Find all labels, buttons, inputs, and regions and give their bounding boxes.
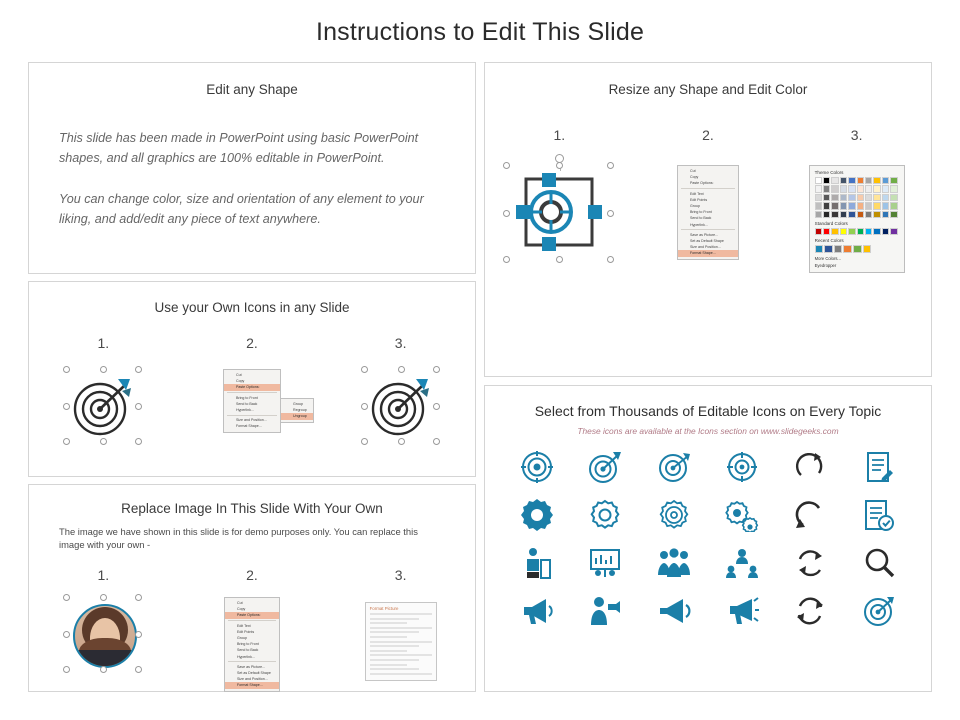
resize-handle-middle-right[interactable] — [135, 403, 142, 410]
icon-cell[interactable] — [588, 498, 622, 532]
menu-separator-2 — [228, 661, 276, 662]
shape-with-handles — [506, 165, 612, 261]
icon-cell[interactable] — [520, 450, 554, 484]
icon-cell[interactable] — [657, 498, 691, 532]
target-arrow-icon — [66, 369, 140, 443]
megaphone-icon — [520, 596, 554, 626]
menu-item-edit-text[interactable]: Edit Text — [236, 623, 251, 628]
resize-handle-top-center[interactable] — [100, 594, 107, 601]
edit-shape-paragraph-1: This slide has been made in PowerPoint using basic PowerPoint shapes, and all graphics are 100% editable in PowerPoint. — [59, 131, 419, 165]
icon-cell[interactable] — [725, 450, 759, 484]
theme-color-row-tint-1[interactable] — [815, 185, 899, 192]
color-picker-standard-label: Standard Colors — [814, 220, 848, 226]
submenu-item-group[interactable]: Group — [292, 402, 303, 406]
standard-color-row[interactable] — [815, 228, 899, 235]
resize-handle-middle-right[interactable] — [135, 631, 142, 638]
icon-library-grid — [503, 450, 913, 628]
menu-separator-2 — [681, 229, 735, 230]
menu-item-format-shape[interactable]: Format Shape... — [225, 682, 279, 688]
resize-handle-bottom-right[interactable] — [135, 438, 142, 445]
menu-item-send-to-back[interactable]: Send to Back — [689, 216, 712, 221]
shape-context-menu[interactable] — [677, 165, 739, 260]
icon-cell[interactable] — [657, 450, 691, 484]
recent-color-row[interactable] — [815, 245, 899, 252]
resize-handle-top-right[interactable] — [607, 162, 614, 169]
replace-illustration-format-pane — [326, 597, 475, 681]
resize-handle-top-right[interactable] — [433, 366, 440, 373]
menu-item-bring-to-front[interactable]: Bring to Front — [236, 642, 259, 647]
resize-step-number-1: 1. — [553, 127, 566, 143]
portrait-with-handles — [66, 597, 140, 671]
pane-row — [370, 622, 407, 624]
gears-multiple-icon — [724, 498, 760, 532]
icon-cell[interactable] — [520, 498, 554, 532]
pane-row — [370, 641, 432, 643]
icon-cell[interactable] — [657, 596, 691, 626]
format-picture-pane[interactable] — [365, 602, 437, 681]
icon-cell[interactable] — [864, 450, 894, 484]
own-icons-illustration-context-menu — [178, 369, 327, 433]
menu-item-cut[interactable]: Cut — [689, 169, 696, 173]
person-podium-icon — [521, 546, 553, 580]
resize-handle-bottom-left[interactable] — [63, 438, 70, 445]
theme-color-row-tint-2[interactable] — [815, 194, 899, 201]
menu-item-edit-points[interactable]: Edit Points — [689, 197, 708, 202]
menu-item-edit-points[interactable]: Edit Points — [236, 629, 255, 634]
magnifier-icon — [863, 547, 895, 579]
panel-title-edit-shape: Edit any Shape — [206, 82, 298, 97]
demo-portrait-image — [73, 604, 137, 668]
menu-item-copy[interactable]: Copy — [235, 379, 245, 384]
menu-item-paste-options[interactable]: Paste Options: — [225, 612, 279, 618]
pane-row — [370, 659, 420, 661]
resize-illustration-context-menu — [634, 165, 783, 260]
icon-cell[interactable] — [794, 548, 826, 578]
submenu-item-regroup[interactable]: Regroup — [292, 408, 307, 413]
menu-item-send-to-back[interactable]: Send to Back — [236, 648, 259, 653]
resize-handle-middle-right[interactable] — [433, 403, 440, 410]
team-network-icon — [725, 547, 759, 579]
theme-color-row-shade[interactable] — [815, 211, 899, 218]
resize-handle-bottom-right[interactable] — [433, 438, 440, 445]
icon-cell[interactable] — [863, 498, 895, 532]
menu-item-size-and-position[interactable]: Size and Position... — [689, 245, 721, 250]
panel-use-own-icons — [28, 281, 476, 477]
pane-row — [370, 618, 420, 620]
own-icons-step-number-2: 2. — [246, 335, 258, 351]
resize-handle-middle-left[interactable] — [63, 631, 70, 638]
resize-handle-bottom-left[interactable] — [503, 256, 510, 263]
menu-item-paste-options[interactable]: Paste Options: — [224, 384, 280, 390]
recycle-arrows-icon — [794, 548, 826, 578]
icon-cell[interactable] — [588, 595, 622, 627]
menu-separator-1 — [681, 188, 735, 189]
checklist-document-icon — [863, 498, 895, 532]
panel-title-icon-library: Select from Thousands of Editable Icons on Every Topic — [534, 403, 882, 419]
icon-cell[interactable] — [520, 596, 554, 626]
menu-item-paste-options[interactable]: Paste Options: — [689, 181, 714, 186]
loudspeaker-icon — [657, 596, 691, 626]
replace-illustration-selected-image — [29, 597, 178, 671]
resize-handle-top-left[interactable] — [361, 366, 368, 373]
resize-handle-top-center[interactable] — [398, 366, 405, 373]
gear-dual-icon — [657, 498, 691, 532]
resize-handle-top-right[interactable] — [135, 366, 142, 373]
menu-item-hyperlink[interactable]: Hyperlink... — [236, 654, 255, 659]
sync-arrows-icon — [794, 596, 826, 626]
target-check-icon — [863, 595, 895, 627]
resize-handle-top-left[interactable] — [63, 594, 70, 601]
target-icon — [520, 450, 554, 484]
edit-shape-paragraph-2: You can change color, size and orientation of any element to your liking, and add/edit any piece of text anywhere. — [59, 192, 424, 226]
gear-outline-icon — [588, 498, 622, 532]
pane-row — [370, 650, 407, 652]
format-picture-pane-title: Format Picture — [369, 606, 399, 611]
menu-item-hyperlink[interactable]: Hyperlink... — [689, 222, 708, 227]
editable-shape-graphic — [506, 165, 612, 261]
own-icons-step-number-3: 3. — [394, 335, 407, 351]
resize-handle-bottom-center[interactable] — [556, 256, 563, 263]
menu-item-size-and-position[interactable]: Size and Position... — [235, 418, 267, 423]
panel-title-own-icons: Use your Own Icons in any Slide — [154, 300, 350, 315]
page-title: Instructions to Edit This Slide — [315, 18, 645, 46]
panel-icon-library — [484, 385, 932, 692]
target-crosshair-icon — [725, 450, 759, 484]
resize-illustration-selected-shape — [485, 165, 634, 261]
icon-cell[interactable] — [588, 547, 622, 579]
color-picker-popup[interactable] — [809, 165, 905, 273]
color-picker-more-colors[interactable]: More Colors... — [814, 255, 841, 261]
menu-item-send-to-back[interactable]: Send to Back — [235, 401, 258, 406]
menu-item-save-as-picture[interactable]: Save as Picture... — [689, 232, 719, 237]
menu-item-format-shape[interactable]: Format Shape... — [678, 250, 738, 256]
resize-illustration-color-picker — [782, 165, 931, 273]
target-arrow-icon — [588, 450, 622, 484]
theme-color-row-tint-3[interactable] — [815, 202, 899, 209]
menu-item-cut[interactable]: Cut — [235, 373, 242, 377]
resize-handle-bottom-right[interactable] — [135, 666, 142, 673]
replace-step-number-1: 1. — [97, 567, 110, 583]
resize-handle-bottom-center[interactable] — [398, 438, 405, 445]
resize-step-number-2: 2. — [702, 127, 714, 143]
resize-handle-bottom-left[interactable] — [361, 438, 368, 445]
resize-handle-bottom-left[interactable] — [63, 666, 70, 673]
replace-step-number-2: 2. — [246, 567, 258, 583]
icon-ungrouped-with-handles — [364, 369, 438, 443]
target-arrow-alt-icon — [657, 450, 691, 484]
color-picker-theme-label: Theme Colors — [814, 170, 844, 175]
pane-row — [370, 631, 420, 633]
panel-resize-shape-edit-color — [484, 62, 932, 377]
icon-cell[interactable] — [521, 546, 553, 580]
people-group-icon — [656, 547, 692, 579]
document-pen-icon — [864, 450, 894, 484]
icon-cell[interactable] — [656, 547, 692, 579]
menu-item-save-as-picture[interactable]: Save as Picture... — [236, 664, 266, 669]
pane-row — [370, 664, 407, 666]
resize-step-number-3: 3. — [850, 127, 863, 143]
portrait-clothing — [75, 650, 135, 666]
announce-megaphone-icon — [725, 596, 759, 626]
panel-replace-image — [28, 484, 476, 692]
icon-library-subtitle: These icons are available at the Icons section on www.slidegeeks.com — [577, 426, 839, 436]
menu-separator-2 — [227, 415, 277, 416]
menu-item-copy[interactable]: Copy — [236, 607, 246, 612]
menu-item-cut[interactable]: Cut — [236, 601, 243, 605]
refresh-clockwise-icon — [795, 451, 825, 483]
icon-cell[interactable] — [795, 451, 825, 483]
icon-cell[interactable] — [724, 498, 760, 532]
theme-color-row-base[interactable] — [815, 177, 899, 184]
own-icons-illustration-selected — [29, 369, 178, 443]
resize-handle-bottom-center[interactable] — [100, 666, 107, 673]
menu-item-set-as-default-shape[interactable]: Set as Default Shape — [236, 671, 271, 676]
pane-row — [370, 654, 432, 656]
menu-item-bring-to-front[interactable]: Bring to Front — [689, 210, 712, 215]
picture-context-menu[interactable] — [224, 597, 280, 692]
pane-row — [370, 627, 432, 629]
menu-item-group[interactable]: Group — [236, 636, 247, 641]
resize-handle-middle-left[interactable] — [361, 403, 368, 410]
resize-handle-bottom-center[interactable] — [100, 438, 107, 445]
replace-image-note: The image we have shown in this slide is for demo purposes only. You can replace this image with your own - — [59, 526, 418, 550]
icon-cell[interactable] — [588, 450, 622, 484]
menu-item-format-shape[interactable]: Format Shape... — [235, 424, 262, 429]
own-icons-step-number-1: 1. — [97, 335, 110, 351]
icon-with-handles — [66, 369, 140, 443]
resize-handle-middle-right[interactable] — [607, 210, 614, 217]
menu-item-edit-text[interactable]: Edit Text — [689, 191, 704, 196]
replace-illustration-context-menu — [178, 597, 327, 692]
menu-separator-1 — [227, 392, 277, 393]
replace-step-number-3: 3. — [394, 567, 407, 583]
resize-handle-bottom-right[interactable] — [607, 256, 614, 263]
panel-title-replace-image: Replace Image In This Slide With Your Own — [121, 501, 383, 516]
icon-cell[interactable] — [794, 596, 826, 626]
color-picker-recent-label: Recent Colors — [814, 238, 844, 244]
color-picker-eyedropper[interactable]: Eyedropper — [814, 262, 837, 268]
pane-row — [370, 636, 407, 638]
menu-item-set-as-default-shape[interactable]: Set as Default Shape — [689, 239, 724, 244]
refresh-circular-icon — [795, 499, 825, 531]
pane-row — [370, 668, 420, 670]
gear-solid-icon — [520, 498, 554, 532]
pane-row — [370, 613, 432, 615]
menu-item-bring-to-front[interactable]: Bring to Front — [235, 395, 258, 400]
person-speaking-icon — [588, 595, 622, 627]
menu-item-hyperlink[interactable]: Hyperlink... — [235, 408, 254, 413]
icon-context-menu[interactable] — [223, 369, 307, 433]
icon-cell[interactable] — [863, 547, 895, 579]
own-icons-illustration-ungrouped — [326, 369, 475, 443]
panel-title-resize-shape: Resize any Shape and Edit Color — [608, 82, 808, 97]
icon-cell[interactable] — [795, 499, 825, 531]
menu-item-size-and-position[interactable]: Size and Position... — [236, 677, 268, 682]
icon-cell[interactable] — [863, 595, 895, 627]
submenu-item-ungroup[interactable]: Ungroup — [281, 413, 313, 419]
icon-cell[interactable] — [725, 547, 759, 579]
menu-item-group[interactable]: Group — [689, 204, 700, 209]
pane-row — [370, 673, 432, 675]
icon-cell[interactable] — [725, 596, 759, 626]
presentation-team-icon — [588, 547, 622, 579]
panel-edit-any-shape — [28, 62, 476, 274]
target-arrow-icon — [364, 369, 438, 443]
menu-item-copy[interactable]: Copy — [689, 175, 699, 180]
menu-separator-1 — [228, 620, 276, 621]
resize-handle-top-right[interactable] — [135, 594, 142, 601]
pane-row — [370, 645, 420, 647]
group-submenu[interactable] — [280, 398, 314, 423]
